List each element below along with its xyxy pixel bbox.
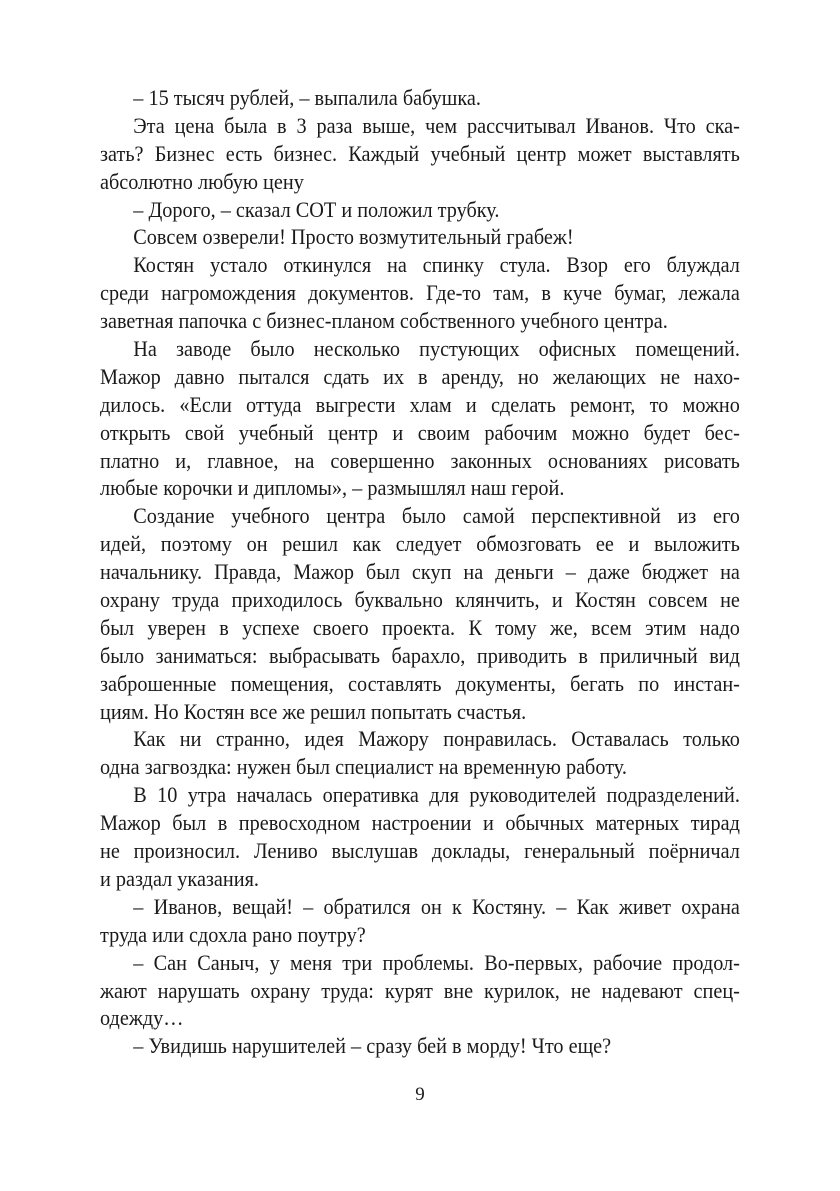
text-line: – Сан Саныч, у меня три проблемы. Во-первых, рабочие продол- [133, 949, 740, 975]
text-line: зать? Бизнес есть бизнес. Каждый учебный центр может выставлять [100, 140, 740, 166]
text-line: Совсем озверели! Просто возмутительный грабеж! [133, 224, 574, 250]
text-line: Мажор был в превосходном настроении и обычных матерных тирад [100, 810, 740, 836]
paragraph [100, 502, 740, 725]
text-line: Как ни странно, идея Мажору понравилась. Оставалась только [133, 726, 740, 752]
text-line: – Увидишь нарушителей – сразу бей в морду! Что еще? [133, 1033, 612, 1059]
text-line: идей, поэтому он решил как следует обмозговать ее и выложить [100, 531, 740, 557]
text-line: – Иванов, вещай! – обратился он к Костяну. – Как живет охрана [133, 893, 740, 919]
paragraph [100, 893, 740, 949]
text-line: В 10 утра началась оперативка для руководителей подразделений. [133, 782, 740, 808]
text-line: одежду… [100, 1005, 184, 1031]
paragraph [100, 1032, 740, 1060]
text-line: было заниматься: выбрасывать барахло, приводить в приличный вид [100, 642, 740, 668]
text-line: – Дорого, – сказал СОТ и положил трубку. [133, 196, 500, 222]
text-line: платно и, главное, на совершенно законных основаниях рисовать [100, 447, 740, 473]
text-line: дилось. «Если оттуда выгрести хлам и сделать ремонт, то можно [100, 391, 740, 417]
page-number: 9 [415, 1084, 425, 1105]
text-line: любые корочки и дипломы», – размышлял наш герой. [100, 475, 565, 501]
paragraph [100, 335, 740, 502]
text-line: Костян устало откинулся на спинку стула. Взор его блуждал [133, 252, 740, 278]
text-line: начальнику. Правда, Мажор был скуп на деньги – даже бюджет на [100, 559, 740, 585]
document-body [100, 84, 740, 1060]
text-line: был уверен в успехе своего проекта. К тому же, всем этим надо [100, 614, 740, 640]
text-line: На заводе было несколько пустующих офисных помещений. [133, 336, 740, 362]
text-line: открыть свой учебный центр и своим рабочим можно будет бес- [100, 419, 740, 445]
text-line: циям. Но Костян все же решил попытать счастья. [100, 698, 527, 724]
text-line: жают нарушать охрану труда: курят вне курилок, не надевают спец- [100, 977, 740, 1003]
text-line: – 15 тысяч рублей, – выпалила бабушка. [133, 85, 481, 110]
text-line: Мажор давно пытался сдать их в аренду, но желающих не нахо- [100, 363, 740, 389]
paragraph [100, 949, 740, 1033]
text-line: труда или сдохла рано поутру? [100, 921, 366, 947]
text-line: Создание учебного центра было самой перспективной из его [133, 503, 740, 529]
text-line: не произносил. Лениво выслушав доклады, генеральный поёрничал [100, 838, 740, 864]
text-line: среди нагромождения документов. Где-то там, в куче бумаг, лежала [100, 280, 740, 306]
paragraph [100, 112, 740, 196]
text-line: Эта цена была в 3 раза выше, чем рассчитывал Иванов. Что ска- [133, 112, 740, 138]
paragraph [100, 84, 740, 112]
paragraph [100, 196, 740, 224]
text-line: одна загвоздка: нужен был специалист на временную работу. [100, 754, 627, 780]
text-line: охрану труда приходилось буквально клянчить, и Костян совсем не [100, 587, 740, 613]
text-line: заброшенные помещения, составлять документы, бегать по инстан- [100, 670, 740, 696]
paragraph [100, 251, 740, 335]
paragraph [100, 223, 740, 251]
paragraph [100, 725, 740, 781]
text-line: абсолютно любую цену [100, 168, 304, 194]
text-line: заветная папочка с бизнес-планом собственного учебного центра. [100, 308, 668, 334]
paragraph [100, 781, 740, 893]
text-line: и раздал указания. [100, 865, 259, 891]
